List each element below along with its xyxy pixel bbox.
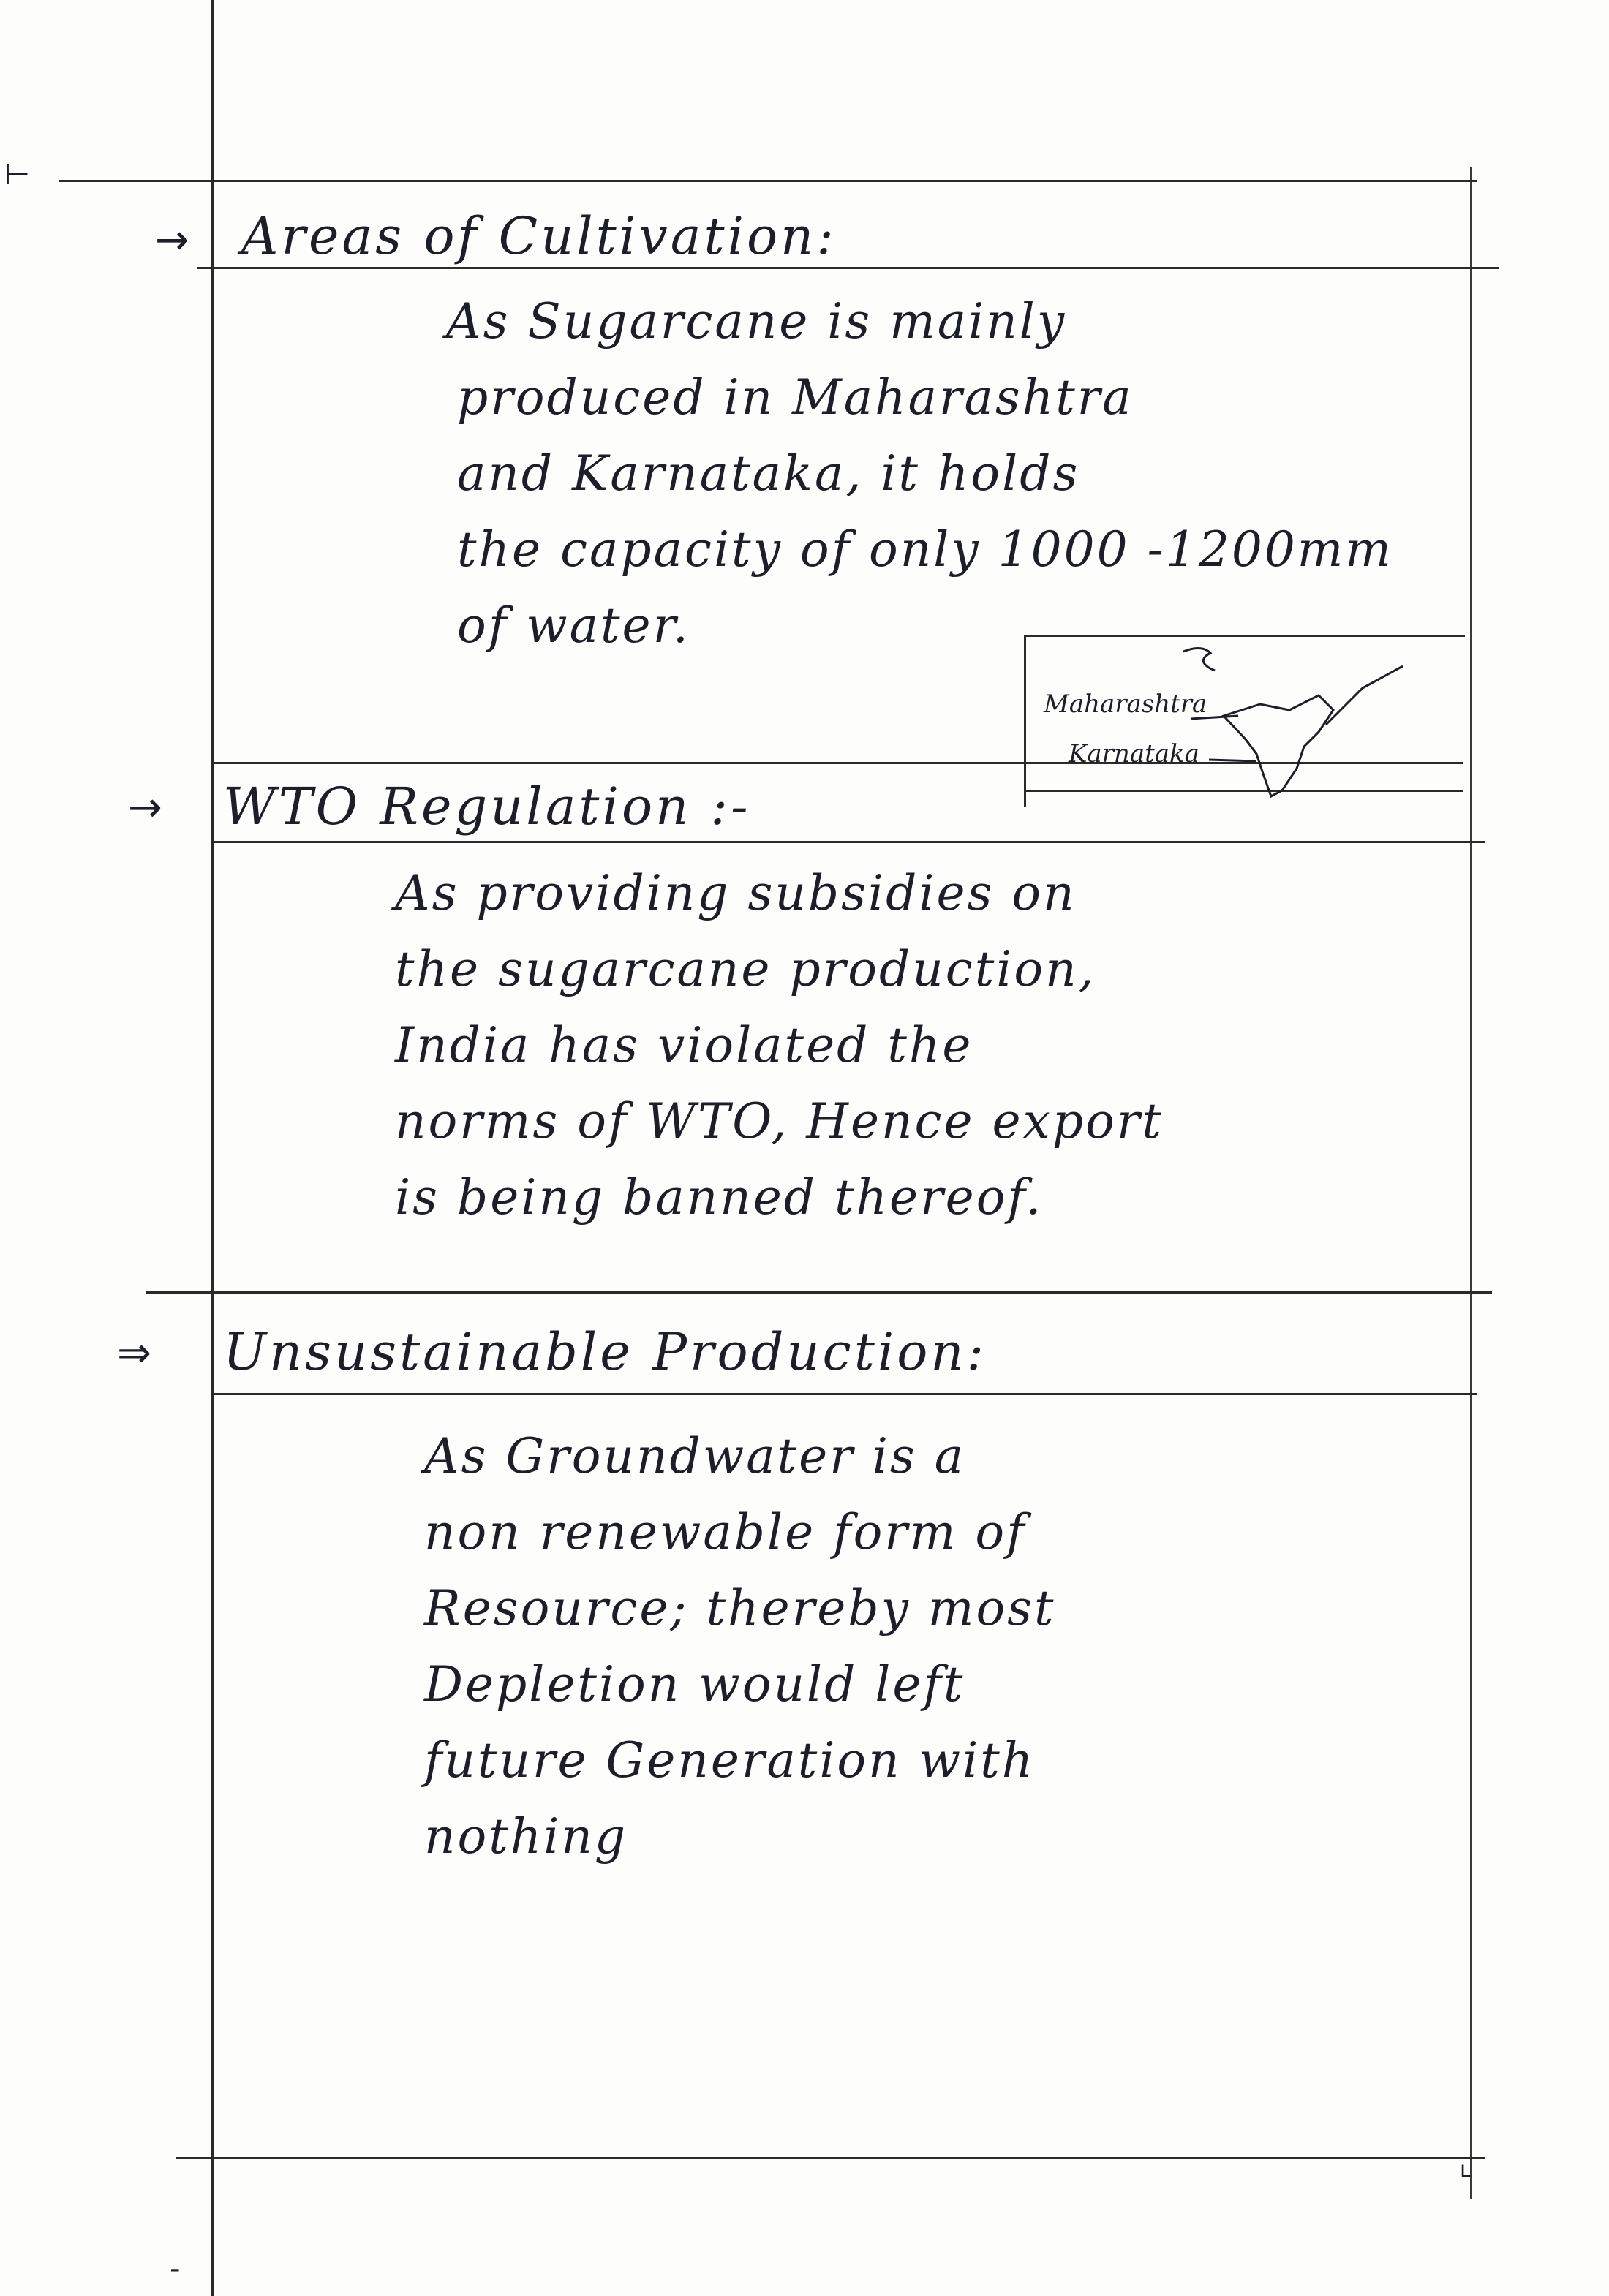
section-3-body	[424, 1419, 1056, 1875]
section-1-marker: →	[155, 216, 189, 264]
section-2-line-4: norms of WTO, Hence export	[395, 1093, 1164, 1149]
section-1-heading-rule	[197, 267, 1499, 269]
section-3-line-3: Resource; thereby most	[424, 1580, 1056, 1636]
top-rule	[59, 180, 1477, 182]
section-3-top-rule	[146, 1291, 1492, 1294]
section-3-line-2: non renewable form of	[424, 1504, 1027, 1560]
section-1-line-2: produced in Maharashtra	[457, 369, 1134, 426]
india-outline-drawing	[1026, 637, 1465, 807]
section-1-body-rest	[457, 360, 1393, 664]
map-label-maharashtra: Maharashtra	[1044, 690, 1207, 719]
section-1-line-3: and Karnataka, it holds	[457, 445, 1080, 502]
section-3-line-5: future Generation with	[424, 1732, 1036, 1789]
right-margin-line	[1470, 167, 1472, 2199]
section-1-body	[446, 284, 1066, 360]
section-3-marker: ⇒	[117, 1329, 151, 1377]
section-3-heading-rule	[212, 1393, 1477, 1395]
map-label-karnataka: Karnataka	[1069, 739, 1199, 769]
margin-tick-top: ⊢	[4, 158, 30, 192]
section-2-heading-rule	[212, 841, 1485, 843]
margin-line	[211, 0, 214, 2296]
section-1-heading: Areas of Cultivation:	[241, 206, 837, 266]
margin-tick-bottom: -	[170, 2252, 181, 2286]
section-3-line-6: nothing	[424, 1808, 628, 1865]
india-map-sketch	[1024, 635, 1465, 807]
section-2-marker: →	[128, 784, 162, 831]
section-3-line-4: Depletion would left	[424, 1656, 965, 1712]
section-2-line-2: the sugarcane production,	[395, 941, 1096, 997]
section-2-body	[395, 856, 1164, 1236]
section-2-line-5: is being banned thereof.	[395, 1169, 1044, 1226]
section-1-line-1: As Sugarcane is mainly	[446, 293, 1067, 350]
section-1-line-4: the capacity of only 1000 -1200mm	[457, 521, 1393, 578]
section-3-line-1: As Groundwater is a	[424, 1428, 966, 1484]
section-2-line-1: As providing subsidies on	[395, 865, 1077, 921]
corner-mark: ʟ	[1460, 2157, 1472, 2183]
section-2-heading: WTO Regulation :-	[223, 777, 751, 837]
section-3-heading: Unsustainable Production:	[223, 1322, 987, 1382]
section-2-line-3: India has violated the	[395, 1017, 973, 1073]
bottom-rule	[176, 2157, 1485, 2159]
section-1-line-5: of water.	[457, 597, 690, 654]
